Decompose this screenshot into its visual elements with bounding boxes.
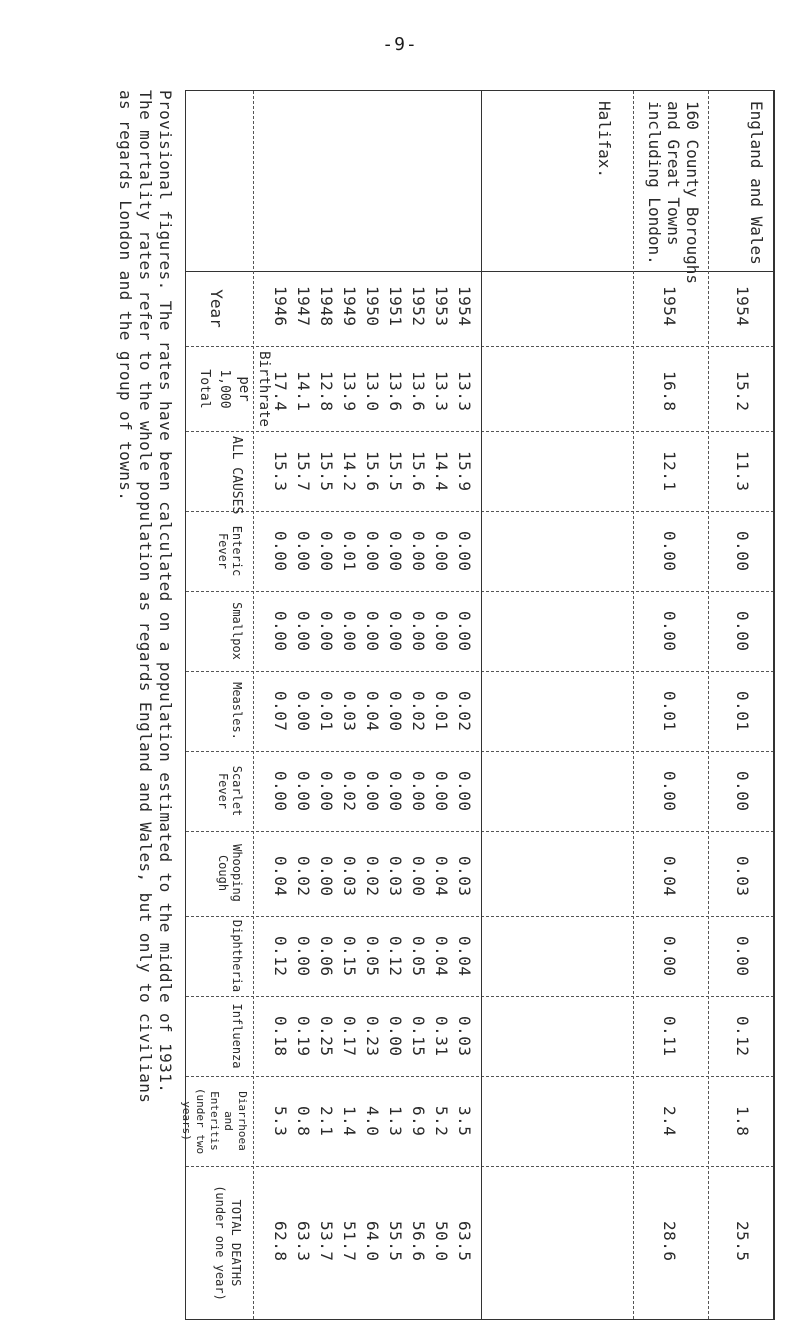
header-scarlet-fever: Scarlet Fever [216,765,244,817]
ew-scarlet: 0.00 [733,771,752,812]
halifax-measles-cell: 0.03 [340,691,359,732]
halifax-diarrhoea-cell: 0.8 [294,1106,313,1137]
cb-birthrate: 16.8 [660,371,679,412]
halifax-all-causes-cell: 15.7 [294,451,313,492]
header-diarrhoea-line-3: (under two years) [180,1087,207,1155]
halifax-whooping-cough-cell: 0.02 [294,856,313,897]
halifax-measles-cell: 0.04 [363,691,382,732]
header-birthrate-1000: 1,000 [217,369,232,409]
halifax-diphtheria-cell: 0.04 [432,936,451,977]
header-whooping-cough: Whooping Cough [216,844,244,902]
cb-all-causes: 12.1 [660,451,679,492]
halifax-measles-cell: 0.02 [455,691,474,732]
halifax-total-deaths-cell: 55.5 [386,1221,405,1262]
header-diarrhoea-line-2: Enteritis [208,1091,221,1151]
halifax-influenza-cell: 0.31 [432,1016,451,1057]
halifax-smallpox-cell: 0.00 [271,611,290,652]
halifax-whooping-cough-cell: 0.04 [271,856,290,897]
halifax-enteric-fever-cell: 0.00 [363,531,382,572]
halifax-smallpox-cell: 0.00 [340,611,359,652]
halifax-scarlet-fever-cell: 0.00 [363,771,382,812]
halifax-total-deaths-cell: 53.7 [317,1221,336,1262]
row-label-halifax: Halifax. [595,101,614,179]
footnote-1: Provisional figures. The rates have been calculated on a population estimated to the middle of 1931. [156,90,175,1094]
cb-smallpox: 0.00 [660,611,679,652]
header-enteric-fever: Enteric Fever [216,525,244,577]
halifax-total-deaths-cell: 51.7 [340,1221,359,1262]
halifax-birthrate-cell: 17.4 [271,371,290,412]
halifax-all-causes-cell: 14.4 [432,451,451,492]
cb-diarrhoea: 2.4 [660,1106,679,1137]
ew-diarrhoea: 1.8 [733,1106,752,1137]
row-label-county-boroughs [645,101,702,284]
halifax-all-causes-cell: 15.3 [271,451,290,492]
ew-whooping: 0.03 [733,856,752,897]
cb-diphtheria: 0.00 [660,936,679,977]
header-total-deaths-line-2: (under one year) [213,1185,227,1301]
header-birthrate-total: Total [197,369,212,409]
halifax-measles-cell: 0.00 [386,691,405,732]
halifax-years-cell: 1946 [271,286,290,327]
halifax-smallpox-cell: 0.00 [386,611,405,652]
header-diphtheria: Diphtheria [230,919,244,993]
halifax-smallpox-cell: 0.00 [409,611,428,652]
halifax-all-causes-cell: 15.9 [455,451,474,492]
ew-diphtheria: 0.00 [733,936,752,977]
footnote-2: The mortality rates refer to the whole population as regards England and Wales, but only to civilians [136,90,155,1104]
halifax-scarlet-fever-cell: 0.00 [317,771,336,812]
halifax-measles-cell: 0.01 [317,691,336,732]
halifax-whooping-cough-cell: 0.03 [340,856,359,897]
halifax-whooping-cough-cell: 0.00 [317,856,336,897]
halifax-diphtheria-cell: 0.12 [271,936,290,977]
halifax-birthrate-cell: 14.1 [294,371,313,412]
halifax-diphtheria-cell: 0.05 [409,936,428,977]
header-total-deaths-line-1: TOTAL DEATHS [229,1199,243,1287]
ew-year: 1954 [733,286,752,327]
halifax-whooping-cough-cell: 0.03 [386,856,405,897]
halifax-all-causes-cell: 15.5 [317,451,336,492]
ew-influenza: 0.12 [733,1016,752,1057]
halifax-years-cell: 1952 [409,286,428,327]
halifax-scarlet-fever-cell: 0.00 [294,771,313,812]
halifax-influenza-cell: 0.15 [409,1016,428,1057]
halifax-diphtheria-cell: 0.04 [455,936,474,977]
header-smallpox: Smallpox [230,602,244,660]
halifax-total-deaths-cell: 64.0 [363,1221,382,1262]
halifax-scarlet-fever-cell: 0.00 [271,771,290,812]
halifax-diarrhoea-cell: 5.3 [271,1106,290,1137]
halifax-whooping-cough-cell: 0.02 [363,856,382,897]
halifax-scarlet-fever-cell: 0.00 [409,771,428,812]
cb-measles: 0.01 [660,691,679,732]
header-diarrhoea [179,1078,249,1164]
halifax-all-causes-cell: 14.2 [340,451,359,492]
halifax-measles-cell: 0.02 [409,691,428,732]
halifax-measles-cell: 0.07 [271,691,290,732]
halifax-years-cell: 1951 [386,286,405,327]
halifax-years-cell: 1949 [340,286,359,327]
halifax-scarlet-fever-cell: 0.02 [340,771,359,812]
halifax-diphtheria-cell: 0.15 [340,936,359,977]
halifax-scarlet-fever-cell: 0.00 [386,771,405,812]
halifax-birthrate-cell: 13.9 [340,371,359,412]
page-number: -9- [382,34,418,55]
halifax-years-cell: 1954 [455,286,474,327]
cb-influenza: 0.11 [660,1016,679,1057]
header-diarrhoea-line-1: Diarrhoea and [222,1091,249,1151]
halifax-all-causes-cell: 15.5 [386,451,405,492]
header-total-deaths [212,1168,244,1318]
halifax-enteric-fever-cell: 0.00 [271,531,290,572]
vital-statistics-table [95,90,775,1320]
halifax-enteric-fever-cell: 0.00 [455,531,474,572]
halifax-influenza-cell: 0.17 [340,1016,359,1057]
halifax-influenza-cell: 0.00 [386,1016,405,1057]
halifax-scarlet-fever-cell: 0.00 [432,771,451,812]
halifax-enteric-fever-cell: 0.00 [294,531,313,572]
halifax-enteric-fever-cell: 0.00 [432,531,451,572]
ew-measles: 0.01 [733,691,752,732]
halifax-enteric-fever-cell: 0.00 [317,531,336,572]
halifax-all-causes-cell: 15.6 [409,451,428,492]
halifax-enteric-fever-cell: 0.00 [409,531,428,572]
halifax-smallpox-cell: 0.00 [294,611,313,652]
halifax-total-deaths-cell: 63.3 [294,1221,313,1262]
halifax-influenza-cell: 0.25 [317,1016,336,1057]
halifax-whooping-cough-cell: 0.04 [432,856,451,897]
footnote-3: as regards London and the group of towns. [116,90,135,502]
halifax-influenza-cell: 0.23 [363,1016,382,1057]
header-year: Year [207,289,226,328]
halifax-total-deaths-cell: 56.6 [409,1221,428,1262]
halifax-years-cell: 1953 [432,286,451,327]
halifax-diarrhoea-cell: 2.1 [317,1106,336,1137]
county-boroughs-line-2: and Great Towns [664,101,683,246]
halifax-diphtheria-cell: 0.06 [317,936,336,977]
halifax-whooping-cough-cell: 0.03 [455,856,474,897]
header-measles: Measles. [230,682,244,740]
halifax-whooping-cough-cell: 0.00 [409,856,428,897]
halifax-total-deaths-cell: 63.5 [455,1221,474,1262]
halifax-all-causes-cell: 15.6 [363,451,382,492]
halifax-smallpox-cell: 0.00 [455,611,474,652]
halifax-measles-cell: 0.00 [294,691,313,732]
halifax-diphtheria-cell: 0.12 [386,936,405,977]
halifax-smallpox-cell: 0.00 [363,611,382,652]
halifax-birthrate-cell: 13.6 [409,371,428,412]
cb-total-deaths: 28.6 [660,1221,679,1262]
county-boroughs-line-1: 160 County Boroughs [683,101,702,285]
halifax-diarrhoea-cell: 6.9 [409,1106,428,1137]
table-grid [180,90,775,1320]
halifax-smallpox-cell: 0.00 [432,611,451,652]
halifax-years-cell: 1948 [317,286,336,327]
halifax-diarrhoea-cell: 4.0 [363,1106,382,1137]
halifax-measles-cell: 0.01 [432,691,451,732]
row-label-england-wales: England and Wales [747,101,766,265]
halifax-influenza-cell: 0.03 [455,1016,474,1057]
halifax-diarrhoea-cell: 3.5 [455,1106,474,1137]
halifax-influenza-cell: 0.19 [294,1016,313,1057]
header-birthrate-sub [194,349,234,429]
halifax-birthrate-cell: 13.0 [363,371,382,412]
ew-all-causes: 11.3 [733,451,752,492]
halifax-birthrate-cell: 13.3 [432,371,451,412]
halifax-birthrate-cell: 13.6 [386,371,405,412]
ew-smallpox: 0.00 [733,611,752,652]
halifax-years-cell: 1947 [294,286,313,327]
halifax-diphtheria-cell: 0.00 [294,936,313,977]
cb-year: 1954 [660,286,679,327]
halifax-influenza-cell: 0.18 [271,1016,290,1057]
header-birthrate-per: per [236,376,252,402]
halifax-birthrate-cell: 13.3 [455,371,474,412]
halifax-years-cell: 1950 [363,286,382,327]
footnotes [115,90,175,1320]
halifax-smallpox-cell: 0.00 [317,611,336,652]
ew-enteric: 0.00 [733,531,752,572]
header-birthrate-title: Birthrate [256,351,272,427]
halifax-diarrhoea-cell: 5.2 [432,1106,451,1137]
halifax-enteric-fever-cell: 0.01 [340,531,359,572]
cb-whooping: 0.04 [660,856,679,897]
halifax-total-deaths-cell: 50.0 [432,1221,451,1262]
halifax-scarlet-fever-cell: 0.00 [455,771,474,812]
cb-scarlet: 0.00 [660,771,679,812]
halifax-diarrhoea-cell: 1.3 [386,1106,405,1137]
cb-enteric: 0.00 [660,531,679,572]
header-influenza: Influenza [230,1003,244,1069]
ew-total-deaths: 25.5 [733,1221,752,1262]
header-all-causes: ALL CAUSES [229,436,244,515]
halifax-diarrhoea-cell: 1.4 [340,1106,359,1137]
halifax-diphtheria-cell: 0.05 [363,936,382,977]
county-boroughs-line-3: including London. [645,101,664,265]
halifax-birthrate-cell: 12.8 [317,371,336,412]
halifax-enteric-fever-cell: 0.00 [386,531,405,572]
halifax-total-deaths-cell: 62.8 [271,1221,290,1262]
header-birthrate [234,349,274,429]
ew-birthrate: 15.2 [733,371,752,412]
